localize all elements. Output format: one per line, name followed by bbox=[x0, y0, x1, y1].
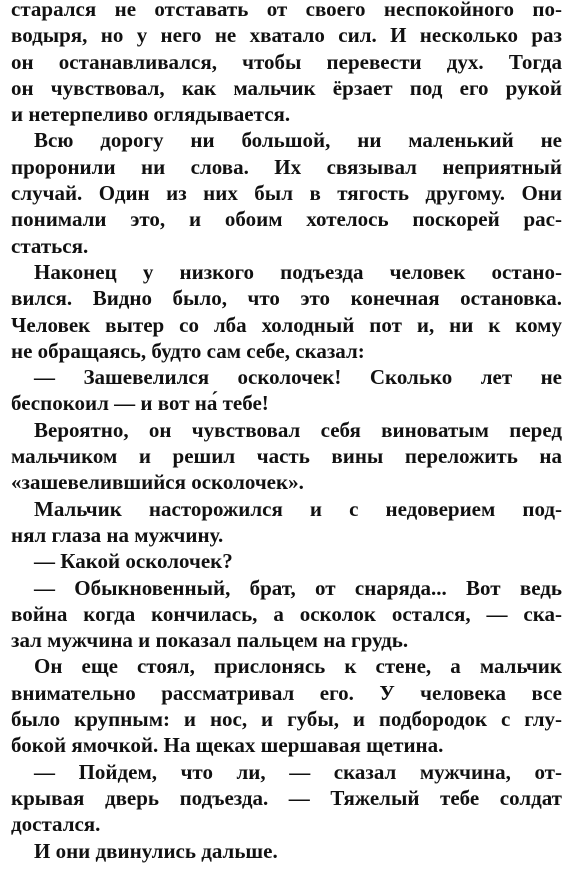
text-line: внимательно рассматривал его. У человека все bbox=[11, 680, 562, 705]
text-line: бокой ямочкой. На щеках шершавая щетина. bbox=[11, 733, 444, 758]
text-line: — Обыкновенный, брат, от снаряда... Вот ведь bbox=[34, 575, 562, 600]
page-text bbox=[11, 0, 562, 864]
text-line: крывая дверь подъезда. — Тяжелый тебе солдат bbox=[11, 785, 562, 810]
text-line: — Зашевелился осколочек! Сколько лет не bbox=[34, 365, 562, 390]
text-line: И они двинулись дальше. bbox=[34, 838, 278, 863]
text-line: он чувствовал, как мальчик ёрзает под его рукой bbox=[11, 75, 562, 100]
text-line: Наконец у низкого подъезда человек остано- bbox=[34, 259, 562, 284]
text-line: беспокоил — и вот на́ тебе! bbox=[11, 391, 269, 416]
text-line: вился. Видно было, что это конечная остановка. bbox=[11, 286, 562, 311]
text-line: не обращаясь, будто сам себе, сказал: bbox=[11, 338, 365, 363]
text-line: водыря, но у него не хватало сил. И несколько раз bbox=[11, 23, 562, 48]
text-line: — Пойдем, что ли, — сказал мужчина, от- bbox=[34, 759, 562, 784]
text-line: и нетерпеливо оглядывается. bbox=[11, 102, 291, 127]
text-line: старался не отставать от своего неспокойного по- bbox=[11, 0, 562, 21]
text-line: «зашевелившийся осколочек». bbox=[11, 470, 304, 495]
text-line: Вероятно, он чувствовал себя виноватым перед bbox=[34, 417, 562, 442]
text-line: Он еще стоял, прислонясь к стене, а мальчик bbox=[34, 654, 562, 679]
text-line: нял глаза на мужчину. bbox=[11, 522, 224, 547]
text-line: статься. bbox=[11, 233, 89, 258]
text-line: зал мужчина и показал пальцем на грудь. bbox=[11, 628, 409, 653]
text-line: — Какой осколочек? bbox=[34, 549, 233, 574]
text-line: было крупным: и нос, и губы, и подбородок с глу- bbox=[11, 707, 562, 732]
text-line: он останавливался, чтобы перевести дух. Тогда bbox=[11, 49, 562, 74]
text-line: понимали это, и обоим хотелось поскорей рас- bbox=[11, 207, 562, 232]
text-line: Мальчик насторожился и с недоверием под- bbox=[34, 496, 562, 521]
text-line: Всю дорогу ни большой, ни маленький не bbox=[34, 128, 562, 153]
text-line: случай. Один из них был в тягость другому. Они bbox=[11, 181, 562, 206]
text-line: проронили ни слова. Их связывал неприятный bbox=[11, 154, 562, 179]
text-line: мальчиком и решил часть вины переложить на bbox=[11, 444, 562, 469]
text-line: война когда кончилась, а осколок остался, — ска- bbox=[11, 601, 562, 626]
text-line: Человек вытер со лба холодный пот и, ни к кому bbox=[11, 312, 562, 337]
text-line: достался. bbox=[11, 812, 101, 837]
